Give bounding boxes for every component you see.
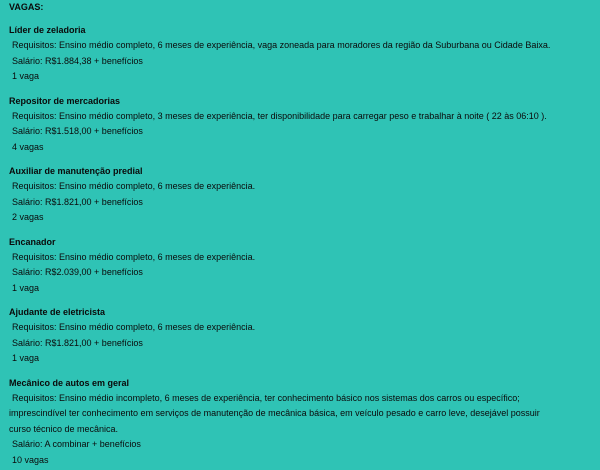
job-count: 1 vaga [12,282,40,293]
job-salary: Salário: R$1.884,38 + benefícios [12,55,143,66]
job-item [9,375,591,469]
job-count: 10 vagas [12,454,49,465]
job-requirements: Requisitos: Ensino médio completo, 6 meses de experiência, vaga zoneada para moradores da região da Suburbana ou Cidade Baixa. [12,40,551,50]
job-requirements-continued: curso técnico de mecânica. [9,423,119,434]
job-requirements: Requisitos: Ensino médio completo, 6 meses de experiência. [12,181,256,191]
job-item [9,234,591,297]
job-requirements: Requisitos: Ensino médio completo, 6 meses de experiência. [12,322,256,332]
job-item [9,22,591,85]
job-title: Repositor de mercadorias [9,95,121,106]
job-salary: Salário: A combinar + benefícios [12,439,141,449]
job-title: Líder de zeladoria [9,25,86,35]
job-title: Auxiliar de manutenção predial [9,166,143,176]
job-count: 1 vaga [12,71,40,81]
job-title: Ajudante de eletricista [9,307,106,317]
job-requirements: Requisitos: Ensino médio completo, 3 meses de experiência, ter disponibilidade para carregar peso e trabalhar à noite ( 22 às 06:10 ). [12,110,547,121]
job-item [9,304,591,367]
job-item [9,93,591,156]
job-title: Mecânico de autos em geral [9,377,130,388]
job-count: 1 vaga [12,353,40,363]
job-requirements: Requisitos: Ensino médio incompleto, 6 meses de experiência, ter conhecimento básico nos sistemas dos carros ou específico; [12,392,520,403]
job-title: Encanador [9,236,56,247]
job-salary: Salário: R$1.518,00 + benefícios [12,126,143,136]
job-count: 4 vagas [12,141,44,152]
job-salary: Salário: R$2.039,00 + benefícios [12,267,143,277]
job-requirements: Requisitos: Ensino médio completo, 6 meses de experiência. [12,251,256,262]
job-salary: Salário: R$1.821,00 + benefícios [12,337,143,348]
job-item [9,163,591,226]
job-salary: Salário: R$1.821,00 + benefícios [12,196,143,207]
job-count: 2 vagas [12,212,44,222]
job-requirements-continued: imprescindível ter conhecimento em serviços de manutenção de mecânica básica, em veículo pesado e carro leve, desejável possuir [9,408,540,418]
page-heading: VAGAS: [9,2,44,12]
